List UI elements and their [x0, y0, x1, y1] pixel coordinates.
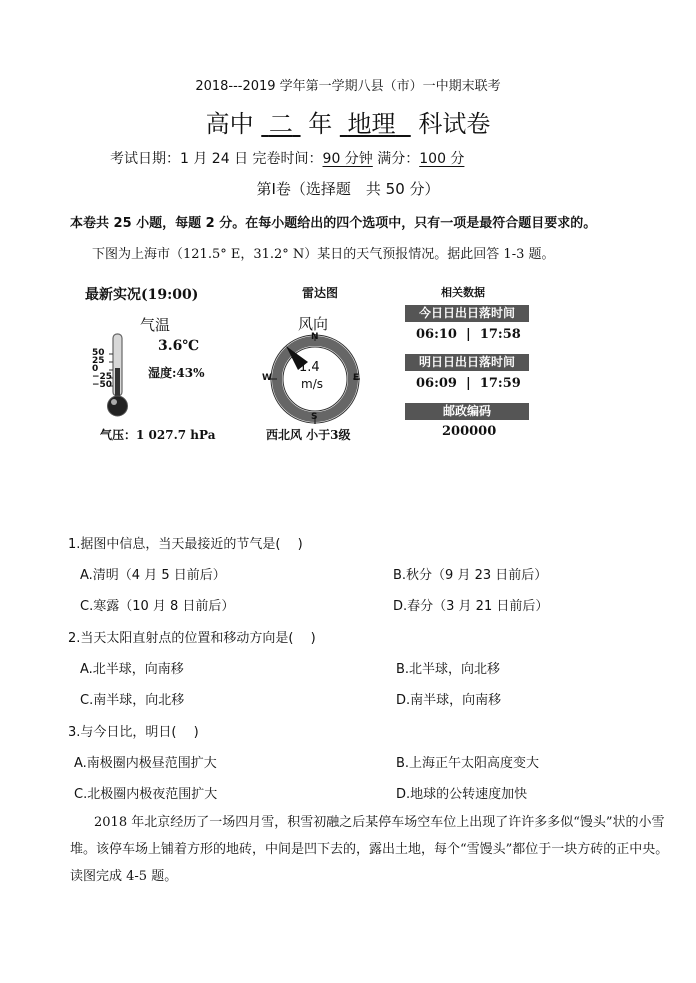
temp-label: 气温 [140, 316, 171, 334]
duration-label: 完卷时间： [252, 151, 323, 167]
humidity: 湿度:43% [148, 366, 205, 380]
question-3-option-c: C.北极圈内极夜范围扩大 [74, 787, 218, 802]
today-sunset: 17:58 [479, 327, 521, 342]
question-1-option-b: B.秋分（9 月 23 日前后） [393, 568, 548, 583]
title-subject: 地理 [347, 110, 396, 138]
title-grade: 二 [268, 110, 293, 138]
passage-4-5: 2018 年北京经历了一场四月雪，积雪初融之后某停车场空车位上出现了许许多多似“馒头”状的小雪堆。该停车场上铺着方形的地砖，中间是凹下去的，露出土地，每个“雪馒头”都位于一块方砖的正中央。读图完成 4-5 题。 [70, 815, 669, 884]
title-suffix: 科试卷 [418, 110, 491, 138]
tomorrow-label: 明日日出日落时间 [405, 354, 529, 371]
today-times: 06:10 | 17:58 [416, 327, 521, 342]
score-label: 满分： [377, 151, 420, 167]
question-2-stem: 2.当天太阳直射点的位置和移动方向是( ) [68, 631, 316, 646]
data-title: 相关数据 [441, 286, 485, 299]
tomorrow-sunset: 17:59 [479, 376, 521, 391]
question-1-option-d: D.春分（3 月 21 日前后） [393, 599, 549, 614]
title-prefix: 高中 [205, 110, 254, 138]
question-2-option-a: A.北半球，向南移 [80, 662, 184, 677]
live-title: 最新实况(19:00) [85, 287, 199, 303]
question-2-option-b: B.北半球，向北移 [396, 662, 501, 677]
question-3-option-a: A.南极圈内极昼范围扩大 [74, 756, 217, 771]
compass-n: N [311, 332, 319, 342]
question-1-option-a: A.清明（4 月 5 日前后） [80, 568, 226, 583]
question-3-option-d: D.地球的公转速度加快 [396, 787, 528, 802]
thermo-tick: 50 [92, 348, 105, 358]
wind-direction-label: 风向 [298, 315, 329, 333]
compass-s: S [311, 412, 318, 422]
temp-value: 3.6℃ [158, 338, 200, 354]
question-3-option-b: B.上海正午太阳高度变大 [396, 756, 540, 771]
section-instruction: 本卷共 25 小题，每题 2 分。在每小题给出的四个选项中，只有一项是最符合题目要求的。 [70, 216, 597, 231]
thermo-tick: 25 [92, 356, 105, 366]
postal-label: 邮政编码 [405, 403, 529, 420]
exam-date: 考试日期：1 月 24 日 [110, 151, 249, 167]
compass-e: E [353, 373, 360, 383]
thermo-tick: 0 [92, 364, 99, 374]
question-1-stem: 1.据图中信息，当天最接近的节气是( ) [68, 537, 303, 552]
wind-unit: m/s [301, 377, 323, 391]
figure-intro: 下图为上海市（121.5° E，31.2° N）某日的天气预报情况。据此回答 1-3 题。 [92, 247, 555, 262]
thermo-tick: −50 [92, 380, 113, 390]
tomorrow-sunrise: 06:09 [416, 376, 457, 391]
today-sunrise: 06:10 [416, 327, 457, 342]
title-mid: 年 [308, 110, 333, 138]
duration-value: 90 分钟 [322, 151, 373, 167]
question-1-option-c: C.寒露（10 月 8 日前后） [80, 599, 235, 614]
pressure: 气压：1 027.7 hPa [100, 428, 216, 442]
tomorrow-times: 06:09 | 17:59 [416, 376, 521, 391]
section-title: 第Ⅰ卷（选择题 共 50 分） [256, 180, 440, 198]
exam-info-line [110, 148, 464, 168]
radar-title: 雷达图 [302, 286, 339, 300]
question-2-option-d: D.南半球，向南移 [396, 693, 502, 708]
compass-w: W [262, 373, 272, 383]
exam-title [0, 104, 696, 139]
score-value: 100 分 [419, 151, 465, 167]
thermo-tick: −25 [92, 372, 113, 382]
today-label: 今日日出日落时间 [405, 305, 529, 322]
question-3-stem: 3.与今日比，明日( ) [68, 725, 199, 740]
wind-description: 西北风 小于3级 [266, 428, 351, 442]
exam-series-line: 2018---2019 学年第一学期八县（市）一中期末联考 [195, 79, 501, 94]
question-2-option-c: C.南半球，向北移 [80, 693, 185, 708]
wind-speed: 1.4 [299, 360, 320, 375]
postal-code: 200000 [442, 424, 497, 439]
thermometer-scale [92, 349, 112, 389]
